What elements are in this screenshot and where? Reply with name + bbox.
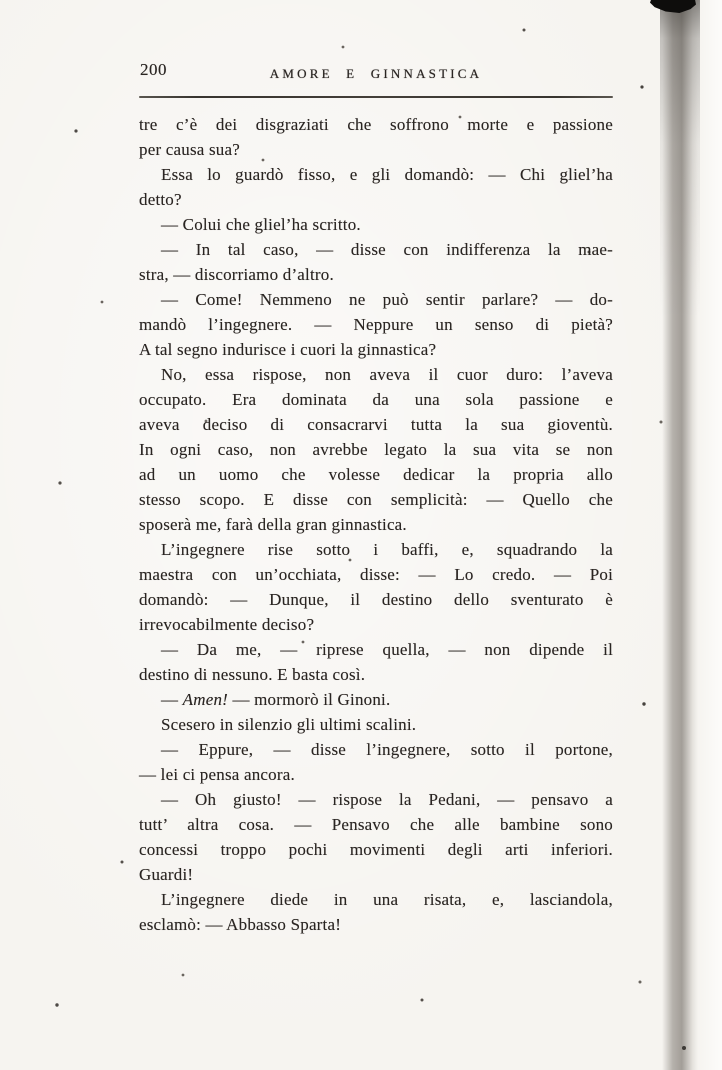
- text-line: — Come! Nemmeno ne può sentir parlare? — do-: [161, 290, 613, 309]
- text-line: L’ingegnere rise sotto i baffi, e, squadrando la: [161, 540, 613, 559]
- page-number: 200: [140, 60, 167, 79]
- italic-text: Amen!: [182, 690, 229, 709]
- text-line: — Da me, — riprese quella, — non dipende il: [161, 640, 613, 659]
- text-line: Essa lo guardò fisso, e gli domandò: — Chi gliel’ha: [161, 165, 613, 184]
- page-header: [139, 60, 613, 98]
- text-line: [139, 687, 613, 712]
- text-line: Guardi!: [139, 865, 194, 884]
- running-title: AMORE E GINNASTICA: [269, 66, 483, 81]
- text-line: L’ingegnere diede in una risata, e, lasciandola,: [161, 890, 613, 909]
- text-line: sposerà me, farà della gran ginnastica.: [139, 515, 407, 534]
- text-line: stesso scopo. E disse con semplicità: — Quello che: [139, 490, 613, 509]
- header-row: [139, 60, 613, 83]
- text-line: Scesero in silenzio gli ultimi scalini.: [161, 715, 417, 734]
- text-line: mandò l’ingegnere. — Neppure un senso di pietà?: [139, 315, 613, 334]
- text-line: domandò: — Dunque, il destino dello sventurato è: [139, 590, 613, 609]
- text-line: concessi troppo pochi movimenti degli arti inferiori.: [139, 840, 613, 859]
- page-gutter-shadow-top: [660, 0, 700, 320]
- page-right-edge: [698, 0, 722, 1070]
- text-line: — Eppure, — disse l’ingegnere, sotto il portone,: [161, 740, 613, 759]
- page-text-block: [139, 112, 613, 937]
- text-line: maestra con un’occhiata, disse: — Lo credo. — Poi: [139, 565, 613, 584]
- text-line: In ogni caso, non avrebbe legato la sua vita se non: [139, 440, 613, 459]
- text-line: — Oh giusto! — rispose la Pedani, — pensavo a: [161, 790, 613, 809]
- text-line: tre c’è dei disgraziati che soffrono morte e passione: [139, 115, 613, 134]
- text-line: A tal segno indurisce i cuori la ginnastica?: [139, 340, 437, 359]
- scan-noise-specks: [0, 0, 2, 2]
- text-line: per causa sua?: [139, 140, 240, 159]
- text-line: — In tal caso, — disse con indifferenza la mae-: [161, 240, 613, 259]
- text-line: detto?: [139, 190, 182, 209]
- text-line: aveva deciso di consacrarvi tutta la sua gioventù.: [139, 415, 613, 434]
- text-line: destino di nessuno. E basta così.: [139, 665, 366, 684]
- text-segment: — mormorò il Ginoni.: [228, 690, 391, 709]
- text-line: — lei ci pensa ancora.: [139, 765, 295, 784]
- text-segment: —: [161, 690, 183, 709]
- text-line: irrevocabilmente deciso?: [139, 615, 315, 634]
- header-rule: [139, 96, 613, 98]
- text-line: ad un uomo che volesse dedicar la propria allo: [139, 465, 613, 484]
- text-line: — Colui che gliel’ha scritto.: [161, 215, 361, 234]
- text-line: esclamò: — Abbasso Sparta!: [139, 915, 342, 934]
- text-line: stra, — discorriamo d’altro.: [139, 265, 334, 284]
- text-line: occupato. Era dominata da una sola passione e: [139, 390, 613, 409]
- text-line: tutt’ altra cosa. — Pensavo che alle bambine sono: [139, 815, 613, 834]
- text-line: No, essa rispose, non aveva il cuor duro: l’aveva: [161, 365, 613, 384]
